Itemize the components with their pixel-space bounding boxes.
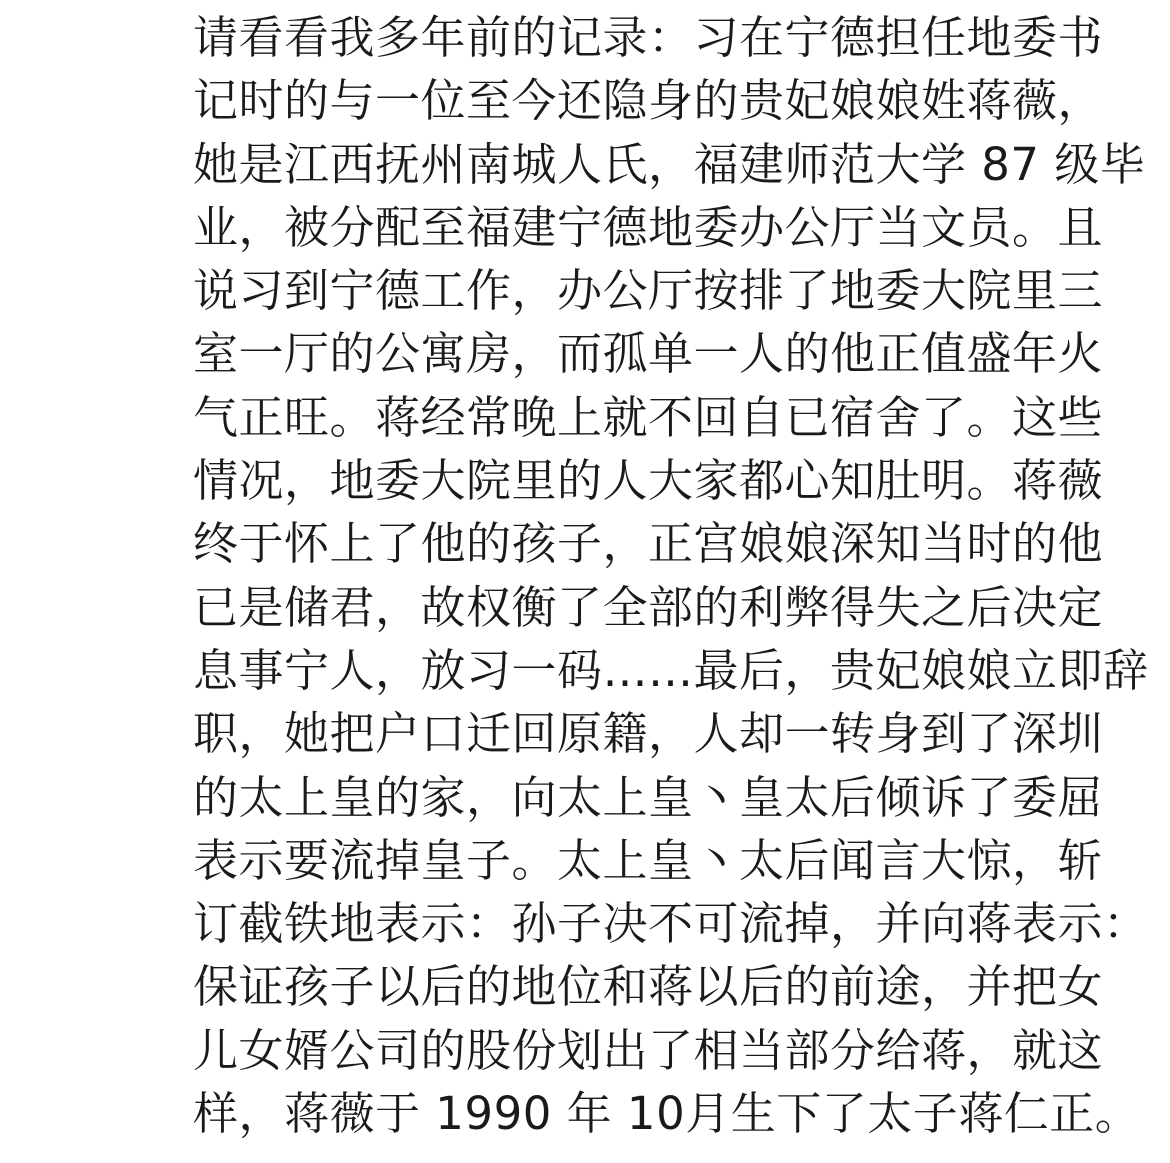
text-line: 息事宁人，放习一码……最后，贵妃娘娘立即辞 xyxy=(193,643,1149,697)
text-line: 已是储君，故权衡了全部的利弊得失之后决定 xyxy=(193,580,1104,634)
text-line: 保证孩子以后的地位和蒋以后的前途，并把女 xyxy=(193,960,1104,1014)
text-line: 室一厅的公寓房，而孤单一人的他正值盛年火 xyxy=(193,327,1104,381)
text-line: 订截铁地表示：孙子决不可流掉，并向蒋表示： xyxy=(193,897,1149,951)
text-line: 记时的与一位至今还隐身的贵妃娘娘姓蒋薇， xyxy=(193,74,1104,128)
post-text xyxy=(193,6,1153,1145)
text-line: 她是江西抚州南城人氏，福建师范大学 87 级毕 xyxy=(193,137,1146,191)
text-line: 业，被分配至福建宁德地委办公厅当文员。且 xyxy=(193,200,1104,254)
text-line: 气正旺。蒋经常晚上就不回自已宿舍了。这些 xyxy=(193,390,1104,444)
text-line: 儿女婿公司的股份划出了相当部分给蒋，就这 xyxy=(193,1023,1104,1077)
text-line: 职，她把户口迁回原籍，人却一转身到了深圳 xyxy=(193,707,1104,761)
text-line: 表示要流掉皇子。太上皇丶太后闻言大惊，斩 xyxy=(193,833,1104,887)
text-line: 情况，地委大院里的人大家都心知肚明。蒋薇 xyxy=(193,454,1104,508)
text-line: 说习到宁德工作，办公厅按排了地委大院里三 xyxy=(193,264,1104,318)
text-line: 样，蒋薇于 1990 年 10月生下了太子蒋仁正。 xyxy=(193,1087,1141,1141)
text-line: 请看看我多年前的记录：习在宁德担任地委书 xyxy=(193,11,1104,64)
text-line: 的太上皇的家，向太上皇丶皇太后倾诉了委屈 xyxy=(193,770,1104,824)
text-line: 终于怀上了他的孩子，正宫娘娘深知当时的他 xyxy=(193,517,1104,571)
